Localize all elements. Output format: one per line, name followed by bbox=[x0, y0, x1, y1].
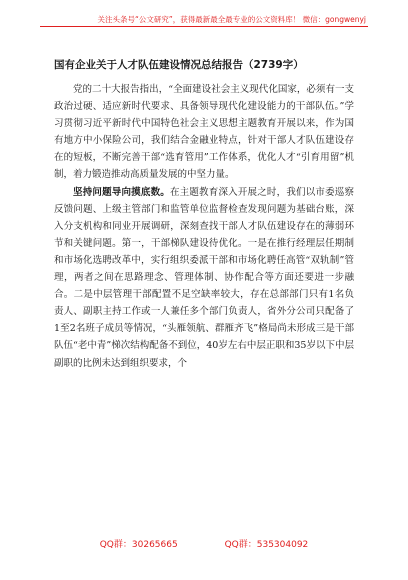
paragraph-2-lead: 坚持问题导向摸底数。 bbox=[73, 186, 170, 198]
paragraph-2 bbox=[54, 184, 354, 372]
paragraph-2-text: 在主题教育深入开展之时，我们以市委巡察反馈问题、上级主管部门和监管单位监督检查发现问题为基础台账，深入分支机构和同业开展调研，深刻查找干部人才队伍建设存在的薄弱环节和关键问题。第一，干部梯队建设待优化。一是在推行经理层任期制和市场化选聘改革中，实行组织委派干部和市场化聘任高管“双轨制”管理，两者之间在思路理念、管理体制、协作配合等方面还要进一步融合。二是中层管理干部配置不足空缺率较大，存在总部部门只有1名负责人、副职主持工作或一人兼任多个部门负责人，省外分公司只配备了1至2名班子成员等情况，“头雁领航、群雁齐飞”格局尚未形成三是干部队伍“老中青”梯次结构配备不到位，40岁左右中层正职和35岁以下中层副职的比例未达到组织要求，个 bbox=[54, 186, 354, 369]
header-banner: 关注头条号“公文研究”，获得最新最全最专业的公文资料库！ 微信：gongwenyj bbox=[97, 15, 366, 24]
footer-qq-group-1: QQ群：30265665 bbox=[99, 540, 178, 550]
document-title: 国有企业关于人才队伍建设情况总结报告（2739字） bbox=[54, 59, 304, 71]
document-body bbox=[54, 81, 354, 372]
footer-qq-group-2: QQ群：535304092 bbox=[224, 540, 309, 550]
header-divider bbox=[40, 26, 368, 27]
paragraph-1-text: 党的二十大报告指出，“全面建设社会主义现代化国家，必须有一支政治过硬、适应新时代要求、具备领导现代化建设能力的干部队伍。”学习贯彻习近平新时代中国特色社会主义思想主题教育开展以来，作为国有地方中小保险公司，我们结合金融业特点，针对干部人才队伍建设存在的短板，不断完善干部“选育管用”工作体系，优化人才“引育用留”机制，着力锻造推动高质量发展的中坚力量。 bbox=[54, 84, 354, 181]
footer bbox=[0, 537, 408, 550]
paragraph-1 bbox=[54, 81, 354, 184]
